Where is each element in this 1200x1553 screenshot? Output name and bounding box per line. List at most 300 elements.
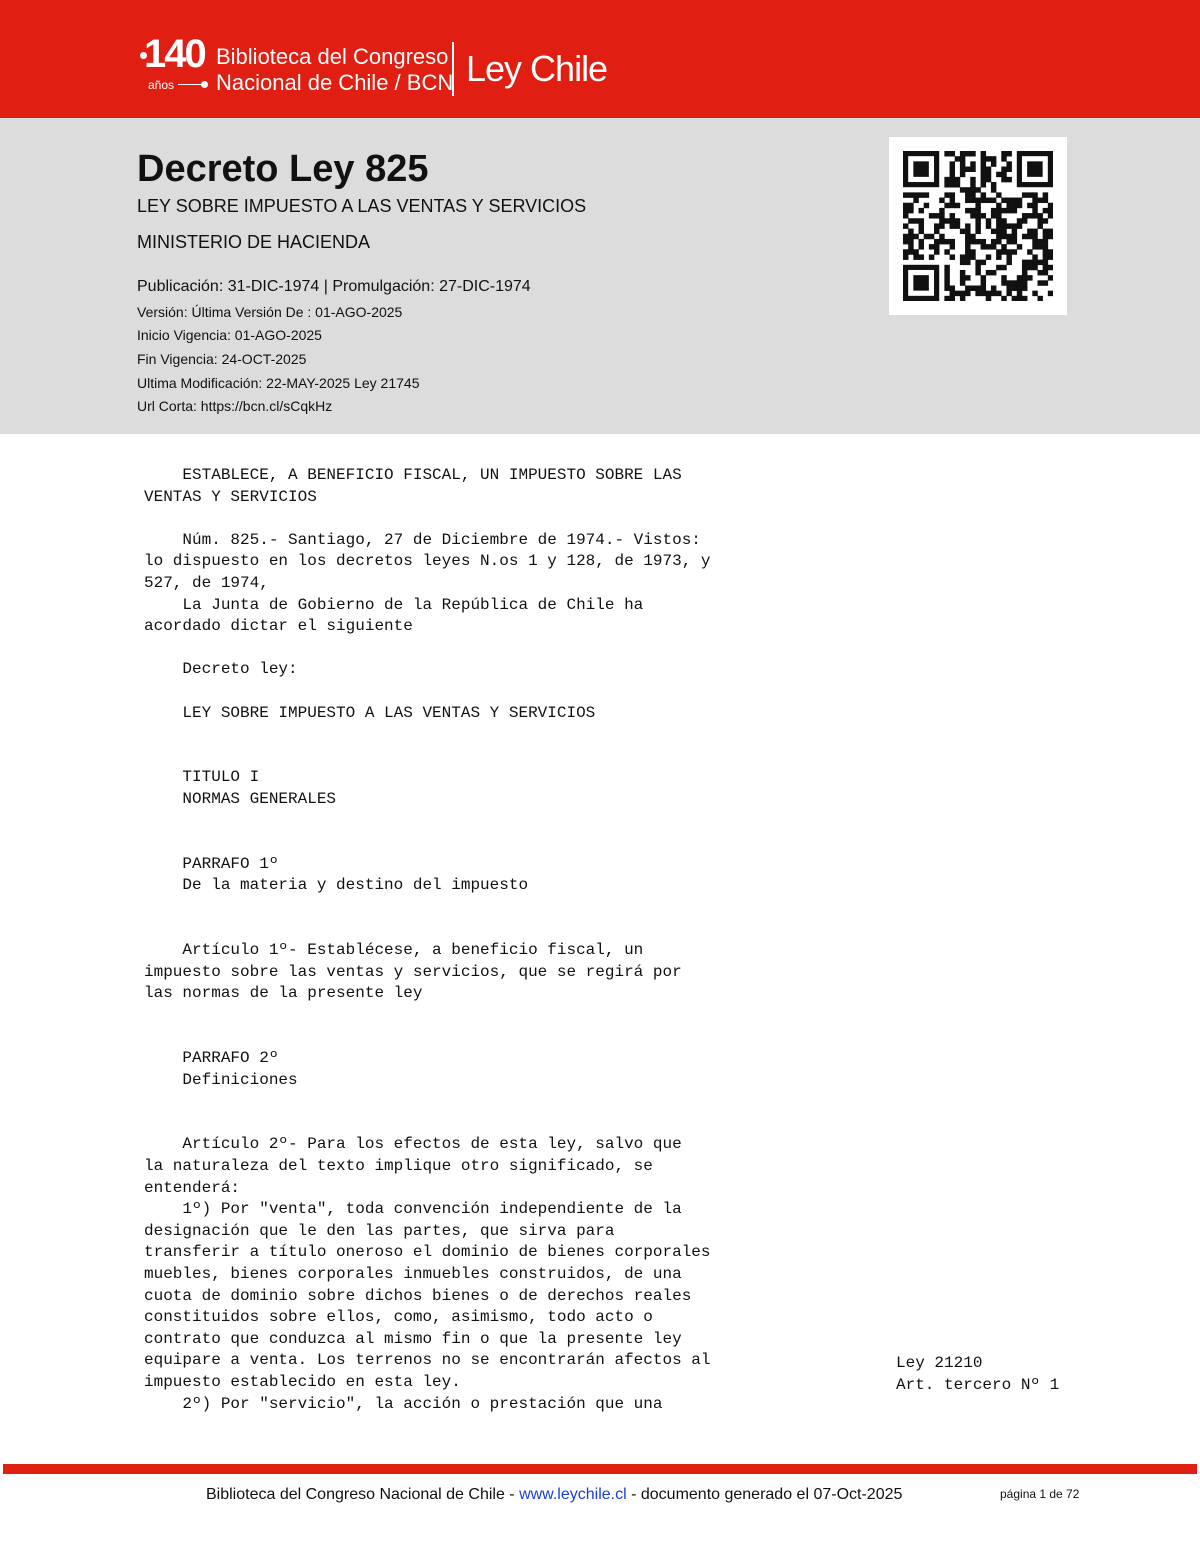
- qr-module: [908, 208, 913, 213]
- qr-module: [1043, 218, 1048, 223]
- qr-module: [991, 161, 996, 166]
- qr-module: [913, 192, 918, 197]
- qr-module: [991, 208, 996, 213]
- qr-module: [970, 249, 975, 254]
- qr-module: [1001, 280, 1006, 285]
- qr-module: [1043, 198, 1048, 203]
- qr-module: [1012, 234, 1017, 239]
- qr-module: [1001, 244, 1006, 249]
- qr-module: [913, 234, 918, 239]
- qr-module: [1037, 280, 1042, 285]
- qr-module: [1027, 229, 1032, 234]
- qr-module: [1027, 265, 1032, 270]
- qr-module: [991, 187, 996, 192]
- document-url-corta[interactable]: Url Corta: https://bcn.cl/sCqkHz: [137, 398, 333, 414]
- qr-module: [1048, 229, 1053, 234]
- qr-module: [919, 192, 924, 197]
- document-title: Decreto Ley 825: [137, 148, 429, 190]
- qr-module: [1043, 265, 1048, 270]
- qr-module: [1006, 203, 1011, 208]
- qr-module: [950, 218, 955, 223]
- qr-module: [960, 254, 965, 259]
- qr-module: [1032, 254, 1037, 259]
- qr-module: [1037, 223, 1042, 228]
- qr-module: [1043, 249, 1048, 254]
- qr-module: [908, 244, 913, 249]
- qr-module: [1037, 198, 1042, 203]
- qr-module: [986, 223, 991, 228]
- qr-module: [908, 239, 913, 244]
- qr-module: [975, 239, 980, 244]
- qr-module: [1032, 260, 1037, 265]
- qr-module: [975, 223, 980, 228]
- document-ministry: MINISTERIO DE HACIENDA: [137, 232, 371, 252]
- qr-module: [991, 244, 996, 249]
- qr-module: [944, 218, 949, 223]
- qr-module: [960, 260, 965, 265]
- qr-module: [1022, 234, 1027, 239]
- qr-module: [965, 254, 970, 259]
- qr-module: [981, 244, 986, 249]
- qr-module: [1022, 296, 1027, 301]
- qr-module: [965, 223, 970, 228]
- qr-module: [965, 285, 970, 290]
- qr-module: [950, 161, 955, 166]
- qr-module: [970, 213, 975, 218]
- qr-module: [1022, 260, 1027, 265]
- logo-divider: [452, 42, 454, 96]
- top-banner: [0, 0, 1200, 118]
- qr-module: [981, 156, 986, 161]
- qr-module: [1032, 198, 1037, 203]
- qr-module: [981, 285, 986, 290]
- qr-module: [991, 229, 996, 234]
- qr-module: [1017, 275, 1022, 280]
- qr-module: [1048, 208, 1053, 213]
- qr-module: [919, 239, 924, 244]
- qr-module: [955, 182, 960, 187]
- qr-module: [1001, 172, 1006, 177]
- qr-module: [1043, 234, 1048, 239]
- qr-module: [919, 244, 924, 249]
- qr-module: [919, 254, 924, 259]
- qr-module: [913, 249, 918, 254]
- qr-module: [996, 239, 1001, 244]
- qr-module: [965, 234, 970, 239]
- qr-module: [986, 156, 991, 161]
- qr-module: [970, 187, 975, 192]
- qr-code-icon[interactable]: [889, 137, 1067, 315]
- qr-module: [1032, 291, 1037, 296]
- qr-module: [981, 192, 986, 197]
- qr-module: [950, 213, 955, 218]
- qr-module: [1048, 213, 1053, 218]
- qr-module: [1006, 151, 1011, 156]
- qr-module: [1048, 234, 1053, 239]
- qr-module: [903, 203, 908, 208]
- qr-module: [934, 223, 939, 228]
- qr-module: [981, 161, 986, 166]
- qr-module: [981, 172, 986, 177]
- qr-module: [970, 285, 975, 290]
- qr-module: [944, 151, 949, 156]
- qr-module: [996, 229, 1001, 234]
- qr-module: [1022, 270, 1027, 275]
- qr-module: [1032, 244, 1037, 249]
- qr-module: [1037, 218, 1042, 223]
- qr-module: [970, 151, 975, 156]
- qr-module: [1043, 229, 1048, 234]
- qr-module: [1032, 239, 1037, 244]
- qr-module: [1022, 275, 1027, 280]
- qr-module: [903, 239, 908, 244]
- qr-module: [919, 208, 924, 213]
- qr-module: [1048, 249, 1053, 254]
- qr-module: [913, 275, 929, 291]
- qr-module: [955, 203, 960, 208]
- qr-module: [1012, 239, 1017, 244]
- side-note-article: Art. tercero Nº 1: [896, 1376, 1060, 1394]
- qr-module: [996, 203, 1001, 208]
- qr-module: [950, 167, 955, 172]
- qr-module: [1012, 285, 1017, 290]
- qr-module: [991, 270, 996, 275]
- qr-module: [965, 260, 970, 265]
- qr-module: [981, 213, 986, 218]
- qr-module: [1006, 161, 1011, 166]
- qr-module: [965, 192, 970, 197]
- qr-module: [1006, 291, 1011, 296]
- qr-module: [991, 285, 996, 290]
- qr-module: [944, 177, 949, 182]
- document-ultima-modificacion: Ultima Modificación: 22-MAY-2025 Ley 21745: [137, 375, 420, 391]
- qr-module: [996, 172, 1001, 177]
- qr-module: [970, 198, 975, 203]
- qr-module: [1001, 275, 1006, 280]
- qr-module: [975, 187, 980, 192]
- qr-module: [975, 213, 980, 218]
- qr-module: [1048, 254, 1053, 259]
- qr-module: [1022, 213, 1027, 218]
- qr-module: [1006, 167, 1011, 172]
- qr-module: [1048, 203, 1053, 208]
- qr-module: [960, 167, 965, 172]
- qr-module: [970, 208, 975, 213]
- qr-module: [1001, 265, 1006, 270]
- qr-module: [950, 223, 955, 228]
- qr-module: [908, 192, 913, 197]
- qr-module: [950, 192, 955, 197]
- qr-module: [1006, 234, 1011, 239]
- qr-module: [929, 213, 934, 218]
- qr-module: [1037, 213, 1042, 218]
- footer-text-after: - documento generado el 07-Oct-2025: [626, 1486, 903, 1503]
- qr-module: [939, 234, 944, 239]
- qr-module: [1043, 270, 1048, 275]
- qr-module: [934, 239, 939, 244]
- qr-module: [903, 192, 908, 197]
- document-fin-vigencia: Fin Vigencia: 24-OCT-2025: [137, 351, 307, 367]
- qr-module: [986, 198, 991, 203]
- qr-module: [1043, 239, 1048, 244]
- qr-module: [950, 239, 955, 244]
- qr-module: [981, 239, 986, 244]
- qr-module: [950, 198, 955, 203]
- qr-module: [1032, 265, 1037, 270]
- qr-module: [919, 223, 924, 228]
- qr-module: [1027, 275, 1032, 280]
- qr-module: [1037, 270, 1042, 275]
- qr-module: [960, 156, 965, 161]
- side-note-law: Ley 21210: [896, 1354, 983, 1372]
- qr-module: [939, 198, 944, 203]
- qr-module: [1001, 167, 1006, 172]
- qr-module: [965, 291, 970, 296]
- qr-module: [991, 239, 996, 244]
- bcn-logo[interactable]: [138, 22, 608, 98]
- qr-module: [903, 223, 908, 228]
- qr-module: [996, 218, 1001, 223]
- qr-module: [929, 254, 934, 259]
- qr-module: [1032, 213, 1037, 218]
- qr-module: [929, 244, 934, 249]
- qr-module: [913, 218, 918, 223]
- qr-module: [1001, 234, 1006, 239]
- qr-module: [960, 280, 965, 285]
- qr-module: [996, 223, 1001, 228]
- qr-module: [970, 167, 975, 172]
- qr-module: [1022, 265, 1027, 270]
- qr-module: [970, 177, 975, 182]
- qr-module: [1037, 244, 1042, 249]
- qr-module: [944, 249, 949, 254]
- qr-module: [960, 291, 965, 296]
- qr-module: [960, 296, 965, 301]
- qr-module: [991, 182, 996, 187]
- qr-module: [960, 270, 965, 275]
- footer-text-before: Biblioteca del Congreso Nacional de Chile -: [206, 1486, 520, 1503]
- qr-module: [1017, 296, 1022, 301]
- qr-module: [950, 254, 955, 259]
- qr-module: [944, 203, 949, 208]
- document-version: Versión: Última Versión De : 01-AGO-2025: [137, 304, 403, 320]
- qr-module: [1037, 296, 1042, 301]
- footer-link[interactable]: www.leychile.cl: [519, 1486, 627, 1503]
- qr-module: [934, 249, 939, 254]
- document-dates: Publicación: 31-DIC-1974 | Promulgación: 27-DIC-1974: [137, 278, 531, 295]
- qr-module: [986, 270, 991, 275]
- qr-module: [1032, 203, 1037, 208]
- logo-anniversary-label: años: [148, 78, 175, 92]
- qr-module: [986, 291, 991, 296]
- qr-module: [1001, 296, 1006, 301]
- page-number: página 1 de 72: [1000, 1487, 1080, 1501]
- qr-module: [965, 239, 970, 244]
- qr-module: [1027, 192, 1032, 197]
- qr-module: [1032, 192, 1037, 197]
- qr-module: [986, 254, 991, 259]
- qr-module: [939, 213, 944, 218]
- qr-module: [944, 239, 949, 244]
- document-inicio-vigencia: Inicio Vigencia: 01-AGO-2025: [137, 327, 322, 343]
- qr-module: [1012, 249, 1017, 254]
- qr-module: [1001, 249, 1006, 254]
- qr-module: [960, 151, 965, 156]
- qr-module: [944, 265, 949, 270]
- qr-module: [944, 192, 949, 197]
- qr-module: [996, 234, 1001, 239]
- qr-module: [1027, 203, 1032, 208]
- qr-module: [934, 213, 939, 218]
- qr-module: [1037, 260, 1042, 265]
- qr-module: [1012, 203, 1017, 208]
- footer-bar: [3, 1464, 1197, 1474]
- qr-module: [965, 151, 970, 156]
- qr-module: [1043, 260, 1048, 265]
- qr-module: [1001, 177, 1006, 182]
- qr-module: [986, 172, 991, 177]
- qr-module: [1012, 208, 1017, 213]
- qr-module: [955, 291, 960, 296]
- qr-module: [1048, 275, 1053, 280]
- qr-module: [981, 198, 986, 203]
- qr-module: [965, 198, 970, 203]
- qr-module: [903, 249, 908, 254]
- qr-module: [944, 285, 949, 290]
- qr-module: [970, 254, 975, 259]
- qr-module: [1027, 161, 1043, 177]
- qr-module: [908, 203, 913, 208]
- qr-module: [924, 192, 929, 197]
- qr-module: [960, 275, 965, 280]
- qr-module: [1043, 280, 1048, 285]
- qr-module: [1032, 234, 1037, 239]
- qr-module: [981, 275, 986, 280]
- qr-module: [950, 182, 955, 187]
- qr-module: [965, 249, 970, 254]
- qr-module: [1001, 223, 1006, 228]
- qr-module: [996, 265, 1001, 270]
- qr-module: [981, 182, 986, 187]
- qr-module: [1001, 229, 1006, 234]
- qr-module: [1006, 280, 1011, 285]
- qr-module: [944, 275, 949, 280]
- qr-module: [991, 156, 996, 161]
- qr-module: [1022, 192, 1027, 197]
- qr-module: [1006, 239, 1011, 244]
- qr-module: [1017, 280, 1022, 285]
- qr-module: [919, 229, 924, 234]
- document-subtitle: LEY SOBRE IMPUESTO A LAS VENTAS Y SERVICIOS: [137, 196, 587, 216]
- qr-module: [950, 244, 955, 249]
- qr-module: [975, 229, 980, 234]
- qr-module: [975, 260, 980, 265]
- qr-module: [1006, 208, 1011, 213]
- qr-module: [1017, 198, 1022, 203]
- qr-module: [939, 223, 944, 228]
- qr-module: [1012, 296, 1017, 301]
- qr-module: [981, 291, 986, 296]
- qr-module: [970, 192, 975, 197]
- qr-module: [981, 167, 986, 172]
- qr-module: [991, 291, 996, 296]
- qr-module: [975, 291, 980, 296]
- qr-module: [939, 218, 944, 223]
- qr-module: [1017, 285, 1022, 290]
- qr-module: [1001, 198, 1006, 203]
- qr-module: [1022, 285, 1027, 290]
- qr-module: [908, 218, 913, 223]
- qr-module: [913, 161, 929, 177]
- qr-module: [934, 244, 939, 249]
- qr-module: [944, 280, 949, 285]
- qr-module: [981, 280, 986, 285]
- qr-module: [944, 270, 949, 275]
- qr-module: [1043, 254, 1048, 259]
- qr-module: [1012, 229, 1017, 234]
- qr-module: [1022, 218, 1027, 223]
- qr-module: [1006, 249, 1011, 254]
- qr-module: [908, 229, 913, 234]
- qr-module: [1017, 218, 1022, 223]
- qr-module: [986, 244, 991, 249]
- qr-module: [986, 167, 991, 172]
- qr-code-graphic: [903, 151, 1053, 301]
- qr-module: [1037, 239, 1042, 244]
- logo-brand: Ley Chile: [466, 48, 608, 89]
- qr-module: [986, 296, 991, 301]
- qr-module: [1027, 249, 1032, 254]
- qr-module: [965, 244, 970, 249]
- qr-module: [996, 208, 1001, 213]
- qr-module: [950, 177, 955, 182]
- qr-module: [903, 234, 908, 239]
- qr-module: [986, 177, 991, 182]
- logo-dot: [201, 81, 208, 88]
- qr-module: [981, 260, 986, 265]
- qr-module: [975, 198, 980, 203]
- qr-module: [960, 229, 965, 234]
- qr-module: [908, 234, 913, 239]
- qr-module: [934, 229, 939, 234]
- qr-module: [1017, 244, 1022, 249]
- qr-module: [1027, 213, 1032, 218]
- qr-module: [965, 187, 970, 192]
- qr-module: [975, 218, 980, 223]
- qr-module: [1006, 177, 1011, 182]
- qr-module: [944, 296, 949, 301]
- qr-module: [991, 213, 996, 218]
- qr-module: [996, 254, 1001, 259]
- qr-module: [1001, 218, 1006, 223]
- qr-module: [996, 291, 1001, 296]
- qr-module: [1001, 151, 1006, 156]
- qr-module: [1032, 208, 1037, 213]
- qr-module: [939, 239, 944, 244]
- qr-module: [1012, 280, 1017, 285]
- qr-module: [939, 208, 944, 213]
- qr-module: [1043, 244, 1048, 249]
- qr-module: [975, 203, 980, 208]
- qr-module: [970, 239, 975, 244]
- qr-module: [924, 203, 929, 208]
- document-body-text: ESTABLECE, A BENEFICIO FISCAL, UN IMPUESTO SOBRE LAS VENTAS Y SERVICIOS Núm. 825.- Santiago, 27 de Diciembre de 1974.- Vistos: lo dispuesto en los decretos leyes N.os 1 y 128, de 1973, y 527, de 1974, La Junta de Gobierno de la República de Chile ha acordado dictar el siguiente Decreto ley: LEY SOBRE IMPUESTO A LAS VENTAS Y SERVICIOS TITULO I NORMAS GENERALES PARRAFO 1º De la materia y destino del impuesto Artículo 1º- Establécese, a beneficio fiscal, un impuesto sobre las ventas y servicios, que se regirá por las normas de la presente ley PARRAFO 2º Definiciones Artículo 2º- Para los efectos de esta ley, salvo que la naturaleza del texto implique otro significado, se entenderá: 1º) Por "venta", toda convención independiente de la designación que le den las partes, que sirva para transferir a título oneroso el dominio de bienes corporales muebles, bienes corporales inmuebles construidos, de una cuota de dominio sobre dichos bienes o de derechos reales constituidos sobre ellos, como, asimismo, todo acto o contrato que conduzca al mismo fin o que la presente ley equipare a venta. Los terrenos no se encontrarán afectos al impuesto establecido en esta ley. 2º) Por "servicio", la acción o prestación que una: [144, 466, 711, 1413]
- logo-anniversary-number: 140: [144, 32, 205, 76]
- qr-module: [1017, 223, 1022, 228]
- qr-module: [970, 234, 975, 239]
- qr-module: [1006, 223, 1011, 228]
- qr-module: [1001, 208, 1006, 213]
